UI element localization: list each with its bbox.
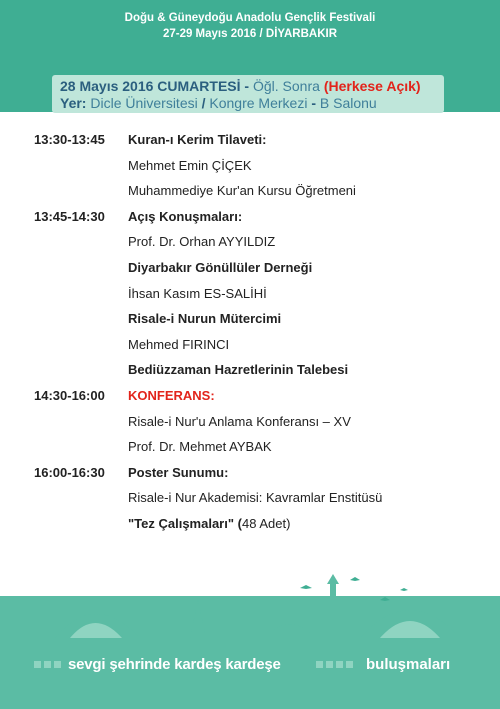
- schedule-item-text: Muhammediye Kur'an Kursu Öğretmeni: [128, 183, 356, 199]
- place-university: Dicle Üniversitesi: [90, 95, 198, 111]
- open-to-all-label: (Herkese Açık): [323, 78, 421, 94]
- decor-square: [316, 661, 323, 668]
- event-time: Öğl. Sonra: [252, 78, 320, 94]
- schedule-row: [0, 410, 500, 434]
- festival-dates: 27-29 Mayıs 2016 / DİYARBAKIR: [162, 28, 338, 40]
- schedule-item-text: Prof. Dr. Mehmet AYBAK: [128, 439, 272, 455]
- schedule-row: [0, 128, 500, 152]
- schedule-item-text: Kuran-ı Kerim Tilaveti:: [128, 132, 267, 147]
- event-date-line: 28 Mayıs 2016 CUMARTESİ - Öğl. Sonra (Herkese Açık): [60, 78, 421, 94]
- schedule-item-text: Poster Sunumu:: [128, 464, 229, 480]
- schedule-item-text: KONFERANS:: [128, 388, 215, 403]
- schedule-item-text: Prof. Dr. Orhan AYYILDIZ: [128, 234, 276, 250]
- schedule-row: [0, 384, 500, 408]
- schedule-row: [0, 230, 500, 254]
- schedule-row: [0, 179, 500, 203]
- schedule-item-text: Mehmet Emin ÇİÇEK: [128, 157, 252, 173]
- decor-square: [346, 661, 353, 668]
- schedule-item-text: Risale-i Nurun Mütercimi: [128, 311, 282, 327]
- schedule-time: 16:00-16:30: [34, 464, 105, 480]
- schedule-row-last: [0, 512, 500, 536]
- schedule-row: [0, 333, 500, 357]
- footer-slogan: sevgi şehrinde kardeş kardeşe: [68, 656, 281, 673]
- event-place-line: Yer: Dicle Üniversitesi / Kongre Merkezi - B Salonu: [60, 95, 377, 111]
- place-center: Kongre Merkezi: [209, 95, 308, 111]
- schedule-item-text: Bediüzzaman Hazretlerinin Talebesi: [128, 362, 349, 378]
- decor-square: [54, 661, 61, 668]
- schedule-row: [0, 435, 500, 459]
- schedule-item-text: İhsan Kasım ES-SALİHİ: [128, 285, 267, 301]
- footer-slogan-end: buluşmaları: [366, 656, 451, 673]
- schedule-item-text: Mehmed FIRINCI: [128, 336, 230, 352]
- schedule-row: [0, 205, 500, 229]
- schedule-item-text: Risale-i Nur Akademisi: Kavramlar Enstitüsü: [128, 490, 383, 506]
- schedule-time: 13:45-14:30: [34, 208, 105, 224]
- schedule-row: [0, 154, 500, 178]
- schedule-item-text: Açış Konuşmaları:: [128, 208, 243, 224]
- schedule-item-text: Diyarbakır Gönüllüler Derneği: [128, 260, 313, 275]
- decor-square: [336, 661, 343, 668]
- schedule-time: 14:30-16:00: [34, 388, 105, 403]
- schedule-row: [0, 307, 500, 331]
- schedule-item-text: "Tez Çalışmaları" (48 Adet): [128, 516, 291, 531]
- schedule-row: [0, 461, 500, 485]
- decor-square: [44, 661, 51, 668]
- schedule-item-text: Risale-i Nur'u Anlama Konferansı – XV: [128, 413, 351, 429]
- event-date: 28 Mayıs 2016 CUMARTESİ: [60, 78, 241, 94]
- decor-square: [326, 661, 333, 668]
- place-hall: B Salonu: [319, 95, 377, 111]
- decor-square: [34, 661, 41, 668]
- festival-title: Doğu & Güneydoğu Anadolu Gençlik Festivali: [124, 12, 376, 24]
- place-label: Yer:: [60, 95, 87, 111]
- schedule-time: 13:30-13:45: [34, 132, 105, 147]
- schedule-row: [0, 358, 500, 382]
- schedule-row: [0, 486, 500, 510]
- schedule-row: [0, 282, 500, 306]
- city-skyline-illustration: [0, 560, 500, 660]
- schedule-row: [0, 256, 500, 280]
